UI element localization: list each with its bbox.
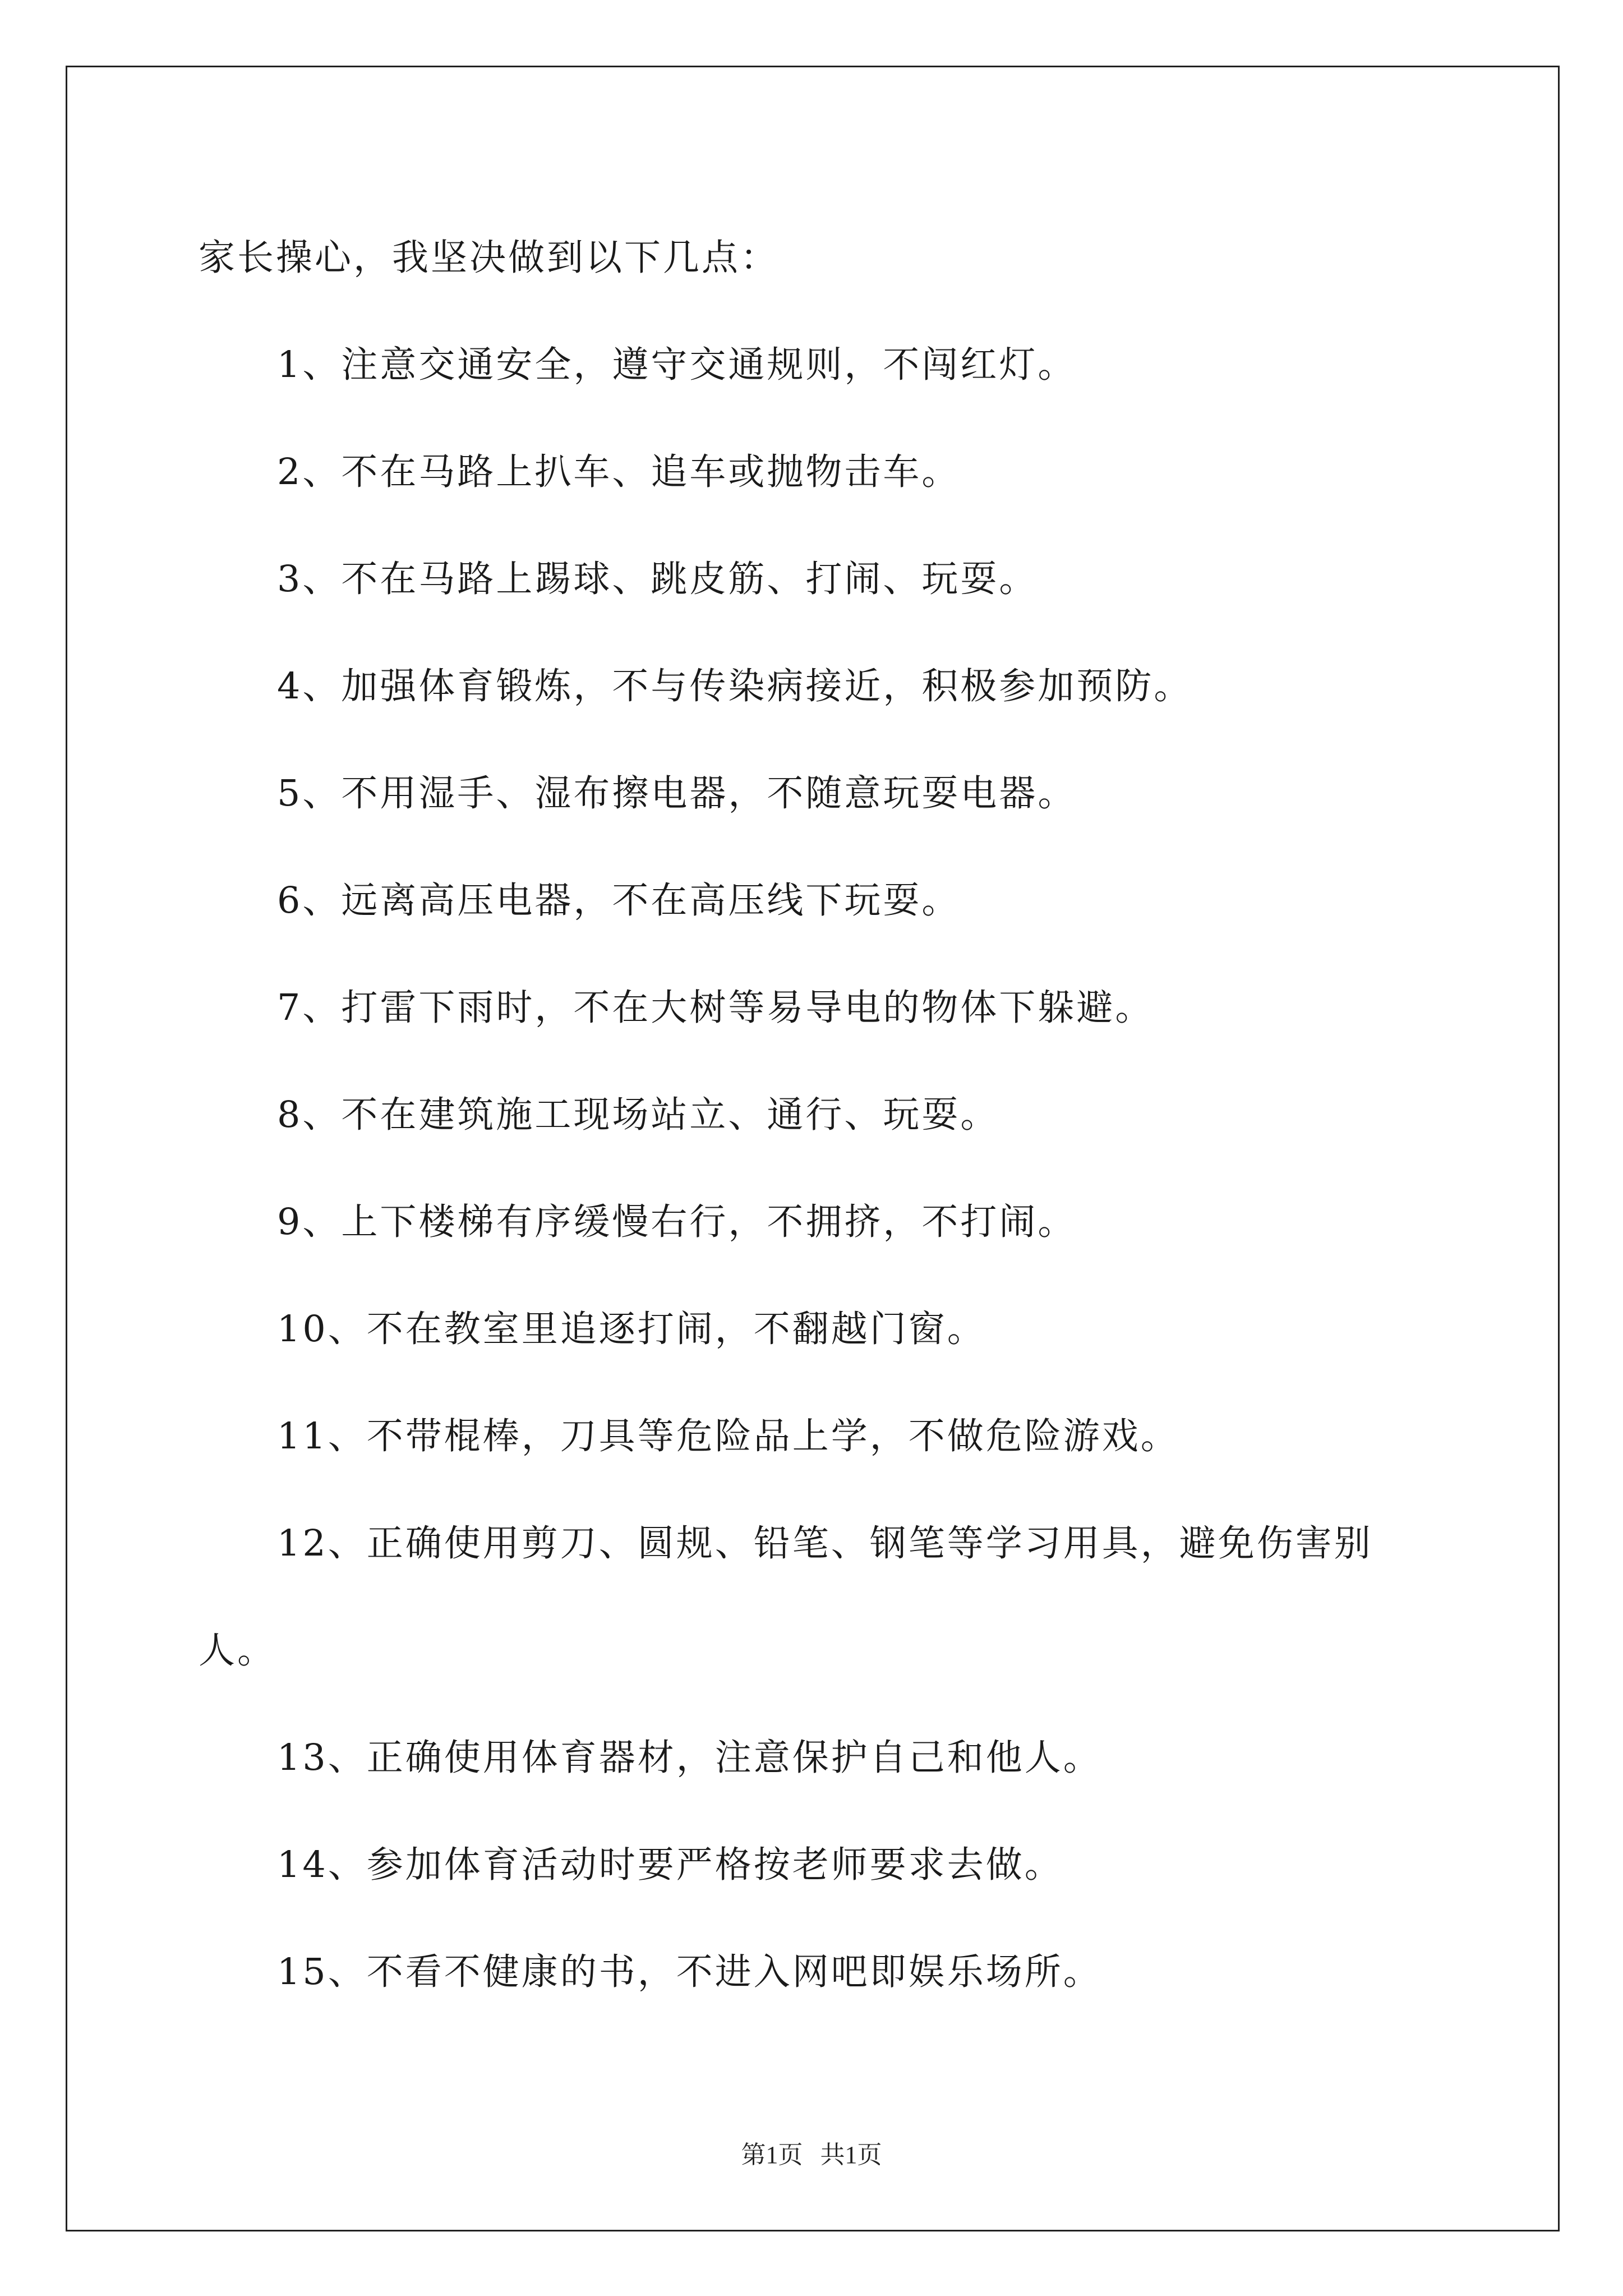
list-item: 4、加强体育锻炼，不与传染病接近，积极参加预防。 bbox=[277, 665, 1193, 707]
list-item: 8、不在建筑施工现场站立、通行、玩耍。 bbox=[277, 1094, 999, 1136]
list-item: 11、不带棍棒，刀具等危险品上学，不做危险游戏。 bbox=[277, 1415, 1179, 1457]
list-item: 14、参加体育活动时要严格按老师要求去做。 bbox=[277, 1844, 1063, 1886]
intro-paragraph: 家长操心，我坚决做到以下几点： bbox=[199, 237, 780, 279]
list-item: 5、不用湿手、湿布擦电器，不随意玩耍电器。 bbox=[277, 772, 1077, 815]
document-body bbox=[199, 222, 1444, 2026]
list-item: 1、注意交通安全，遵守交通规则，不闯红灯。 bbox=[277, 344, 1077, 386]
list-item: 12、正确使用剪刀、圆规、铅笔、钢笔等学习用具，避免伤害别人。 bbox=[199, 1522, 1373, 1672]
list-item: 9、上下楼梯有序缓慢右行，不拥挤，不打闹。 bbox=[277, 1201, 1077, 1243]
list-item: 13、正确使用体育器材，注意保护自己和他人。 bbox=[277, 1737, 1102, 1779]
page-total: 共1页 bbox=[820, 2141, 882, 2169]
list-item: 6、远离高压电器，不在高压线下玩耍。 bbox=[277, 880, 961, 922]
list-item: 7、打雷下雨时，不在大树等易导电的物体下躲避。 bbox=[277, 987, 1154, 1029]
list-item: 2、不在马路上扒车、追车或抛物击车。 bbox=[277, 451, 961, 493]
list-item: 10、不在教室里追逐打闹，不翻越门窗。 bbox=[277, 1308, 986, 1350]
list-item: 3、不在马路上踢球、跳皮筋、打闹、玩耍。 bbox=[277, 558, 1038, 600]
list-item: 15、不看不健康的书，不进入网吧即娱乐场所。 bbox=[277, 1951, 1102, 1993]
page-number: 第1页 bbox=[741, 2141, 803, 2169]
page-footer bbox=[0, 2134, 1623, 2170]
